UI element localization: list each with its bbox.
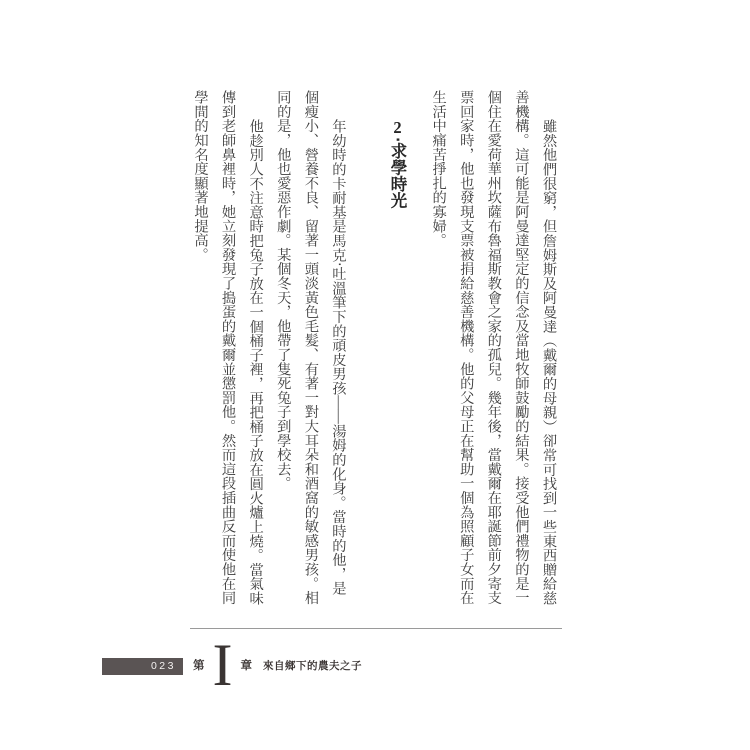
page-number-badge: 023 — [102, 658, 183, 675]
paragraph: 雖然他們很窮，但詹姆斯及阿曼達（戴爾的母親）卻常可找到一些東西贈給慈善機構。這可能是阿曼達堅定的信念及當地牧師鼓勵的結果。接受他們禮物的是一個住在愛荷華州坎薩布魯福斯教會之家的孤兒。幾年後，當戴爾在耶誕節前夕寄支票回家時，他也發現支票被捐給慈善機構。他的父母正在幫助一個為照顧子女而在生活中痛苦掙扎的寡婦。 — [430, 90, 557, 605]
chapter-title: 來自鄉下的農夫之子 — [262, 660, 362, 672]
chapter-marker: 章 — [240, 660, 252, 672]
paragraph: 年幼時的卡耐基是馬克‧吐溫筆下的頑皮男孩——湯姆的化身。當時的他，是個瘦小、營養不良、留著一頭淡黃色毛髮、有著一對大耳朵和酒窩的敏感男孩。相同的是，他也愛惡作劇。某個冬天，他帶了隻死兔子到學校去。 — [275, 90, 347, 605]
chapter-numeral: I — [212, 632, 233, 698]
section-heading — [383, 90, 411, 607]
section-title: 求學時光 — [388, 142, 408, 209]
section-number: 2 — [388, 118, 408, 137]
chapter-prefix: 第 — [193, 660, 205, 672]
section-heading-dot: ‧ — [388, 137, 408, 143]
chapter-line — [193, 632, 362, 698]
footer-rule — [190, 628, 562, 629]
paragraph: 他趁別人不注意時把兔子放在一個桶子裡，再把桶子放在圓火爐上燒。當氣味傳到老師鼻裡時，她立刻發現了搗蛋的戴爾並懲罰他。然而這段插曲反而使他在同學間的知名度顯著地提高。 — [192, 90, 264, 605]
vertical-text-block — [186, 90, 562, 607]
